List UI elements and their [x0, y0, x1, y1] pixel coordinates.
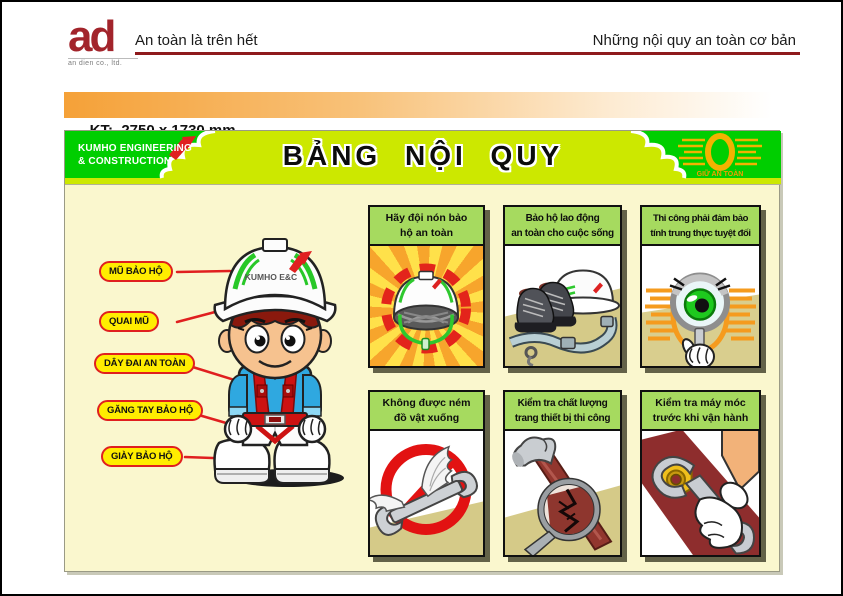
board-title: BẢNG NỘI QUY	[282, 140, 564, 171]
company-line1: KUMHO ENGINEERING	[78, 143, 192, 154]
glove-left	[225, 416, 251, 442]
panel-check-machinery	[640, 390, 761, 557]
safety-helmet-icon	[370, 246, 483, 366]
logo-text: ad	[68, 12, 114, 61]
logo-subtext: an dien co., ltd.	[68, 58, 138, 67]
header-rule-line	[135, 52, 800, 55]
company-line2: & CONSTRUCTION	[78, 155, 172, 167]
panel-title: Kiểm tra chất lượng trang thiết bị thi công	[505, 392, 620, 431]
panel-ppe-for-life	[503, 205, 622, 368]
helmet	[215, 239, 336, 321]
panel-title: Bảo hộ lao động an toàn cho cuộc sống	[505, 207, 620, 246]
size-bar	[64, 92, 794, 118]
ppe-equipment-icon	[505, 246, 620, 366]
tagline-left: An toàn là trên hết	[135, 32, 258, 49]
watchful-eye-icon	[642, 246, 759, 366]
tagline-right: Những nội quy an toàn cơ bản	[592, 32, 796, 49]
inspect-tools-icon	[505, 431, 620, 555]
badge-caption: GIỮ AN TOÀN	[696, 171, 744, 178]
panel-integrity	[640, 205, 761, 368]
helmet-brand-text: KUMHO E&C	[244, 272, 298, 282]
company-logo	[68, 12, 138, 67]
label-pill-helmet: MŨ BẢO HỘ	[99, 261, 173, 282]
worker-character-illustration	[191, 233, 359, 491]
label-pill-chinstrap: QUAI MŨ	[99, 311, 159, 332]
label-pill-boots: GIÀY BẢO HỘ	[101, 446, 183, 467]
panel-wear-helmet	[368, 205, 485, 368]
panel-no-throwing	[368, 390, 485, 557]
panel-title: Không được ném đồ vật xuống	[370, 392, 483, 431]
glove-right	[299, 416, 325, 442]
rules-board	[64, 130, 780, 572]
label-pill-safety-belt: DÂY ĐAI AN TOÀN	[94, 353, 195, 374]
boots-icon	[515, 283, 577, 333]
panel-title: Hãy đội nón bảo hộ an toàn	[370, 207, 483, 246]
panel-check-equipment	[503, 390, 622, 557]
no-throwing-icon	[370, 431, 483, 555]
panel-title: Thi công phải đảm bảo tính trung thực tuyệt đối	[642, 207, 759, 246]
panel-title: Kiểm tra máy móc trước khi vận hành	[642, 392, 759, 431]
check-machinery-icon	[642, 431, 759, 555]
label-pill-gloves: GĂNG TAY BẢO HỘ	[97, 400, 203, 421]
